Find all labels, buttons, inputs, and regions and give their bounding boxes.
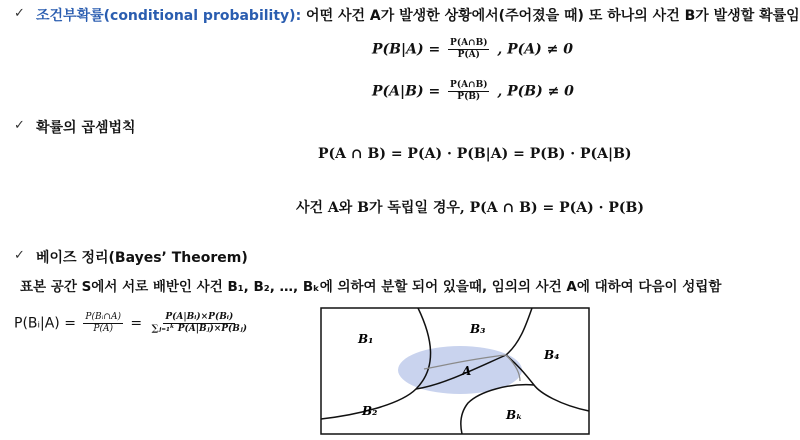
conditional-probability-line bbox=[36, 5, 800, 25]
bayes-description: 표본 공간 S에서 서로 배반인 사건 B₁, B₂, …, Bₖ에 의하여 분할 되어 있을때, 임의의 사건 A에 대하여 다음이 성립함 bbox=[20, 279, 722, 295]
multiplication-rule-heading: 확률의 곱셈법칙 bbox=[36, 120, 136, 136]
eq1-numerator: P(A∩B) bbox=[450, 38, 488, 48]
eq1-lhs: P(B|A) = bbox=[372, 41, 441, 58]
check-icon: ✓ bbox=[14, 6, 25, 21]
label-b2: B₂ bbox=[362, 404, 378, 418]
partition-diagram bbox=[320, 307, 590, 435]
label-b4: B₄ bbox=[544, 348, 560, 362]
eq2-fraction bbox=[448, 80, 489, 103]
eq2-lhs: P(A|B) = bbox=[372, 83, 441, 100]
label-bk: Bₖ bbox=[506, 408, 523, 422]
equation-p-a-given-b bbox=[372, 80, 574, 103]
check-icon: ✓ bbox=[14, 248, 25, 263]
check-icon: ✓ bbox=[14, 118, 25, 133]
bayes-lhs: P(Bᵢ|A) = bbox=[14, 315, 76, 332]
eq1-denominator: P(A) bbox=[457, 50, 480, 60]
eq2-denominator: P(B) bbox=[457, 92, 481, 102]
bayes-fraction-2 bbox=[150, 312, 249, 335]
bayes-frac1-num: P(Bᵢ∩A) bbox=[85, 312, 121, 322]
multiplication-rule-equation: P(A ∩ B) = P(A) · P(B|A) = P(B) · P(A|B) bbox=[318, 146, 632, 162]
conditional-probability-definition: 어떤 사건 A가 발생한 상황에서(주어졌을 때) 또 하나의 사건 B가 발생할 확률임 bbox=[301, 8, 800, 24]
equation-p-b-given-a bbox=[372, 38, 573, 61]
bayes-frac1-den: P(A) bbox=[93, 324, 113, 334]
eq1-fraction bbox=[448, 38, 489, 61]
bayes-theorem-heading: 베이즈 정리(Bayes’ Theorem) bbox=[36, 250, 248, 266]
label-b1: B₁ bbox=[358, 332, 374, 346]
label-b3: B₃ bbox=[470, 322, 486, 336]
label-a: A bbox=[462, 364, 472, 378]
eq1-condition: , P(A) ≠ 0 bbox=[497, 41, 573, 58]
eq2-condition: , P(B) ≠ 0 bbox=[497, 83, 574, 100]
bayes-frac2-den: ∑ⱼ₌₁ᵏ P(A|Bⱼ)×P(Bⱼ) bbox=[151, 324, 247, 334]
independence-equation: 사건 A와 B가 독립일 경우, P(A ∩ B) = P(A) · P(B) bbox=[296, 200, 644, 216]
bayes-fraction-1 bbox=[83, 312, 123, 335]
conditional-probability-heading: 조건부확률(conditional probability): bbox=[36, 8, 302, 24]
eq2-numerator: P(A∩B) bbox=[450, 80, 488, 90]
bayes-frac2-num: P(A|Bᵢ)×P(Bᵢ) bbox=[165, 312, 234, 322]
bayes-equals: = bbox=[130, 315, 143, 332]
bayes-formula bbox=[14, 312, 252, 335]
